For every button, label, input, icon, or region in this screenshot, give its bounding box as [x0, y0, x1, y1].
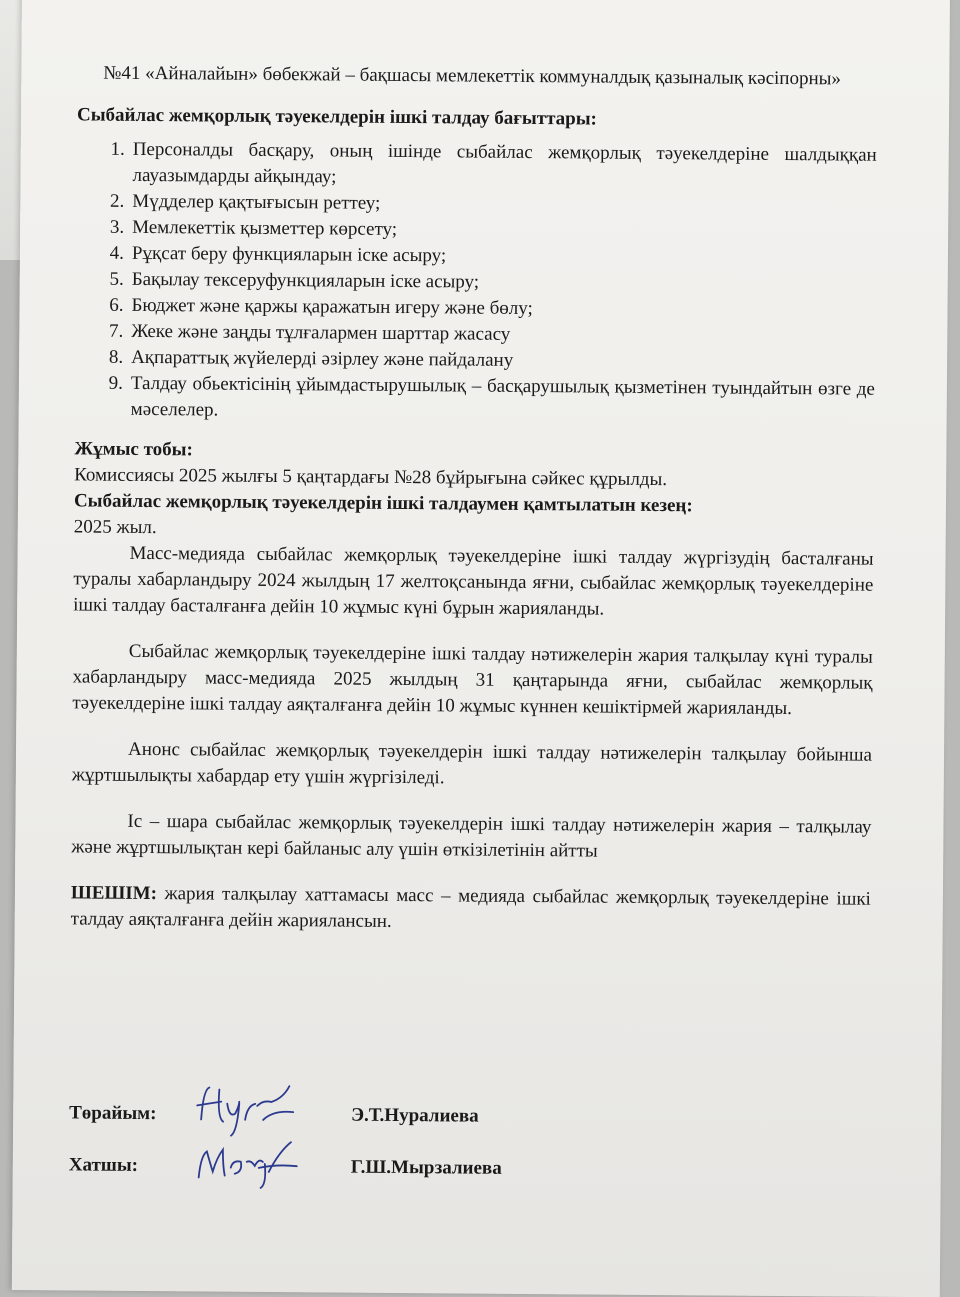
item-text: Мүдделер қақтығысын реттеу; [132, 190, 381, 214]
secretary-role: Хатшы: [68, 1154, 139, 1176]
list-item [76, 136, 876, 194]
decision-text: жария талқылау хаттамасы масс – медияда сыбайлас жемқорлық тәуекелдеріне ішкі талдау аяқталғанға дейін жариялансын. [70, 883, 871, 932]
work-group-text: Комиссиясы 2025 жылғы 5 қаңтардағы №28 бұйрығына сәйкес құрылды. [74, 464, 668, 491]
document-body [68, 60, 878, 1179]
period-heading: Сыбайлас жемқорлық тәуекелдерін ішкі талдаумен қамтылатын кезең: [73, 490, 693, 517]
item-number: 8. [108, 346, 124, 368]
directions-heading: Сыбайлас жемқорлық тәуекелдерін ішкі талдау бағыттары: [76, 104, 598, 130]
item-number: 4. [109, 242, 125, 264]
item-number: 1. [110, 138, 125, 160]
item-text: Мемлекеттік қызметтер көрсету; [132, 216, 398, 240]
list-item [75, 370, 875, 428]
paragraph: Сыбайлас жемқорлық тәуекелдеріне ішкі талдау нәтижелерін жария талқылау күні туралы хабарландыру масс-медияда 2025 жылдың 31 қаңтарында яғни, сыбайлас жемқорлық тәуекелдеріне ішкі талдау аяқталғанға дейін 10 жұмыс күннен кешіктірмей жарияланды. [72, 640, 873, 720]
chair-name: Э.Т.Нуралиева [351, 1104, 479, 1127]
item-number: 2. [110, 190, 125, 212]
document-page [12, 0, 950, 1297]
chair-role: Төрайым: [69, 1102, 157, 1125]
paragraph: Анонс сыбайлас жемқорлық тәуекелдерін ішкі талдау нәтижелерін талқылау бойынша жұртшылықты хабардар ету үшін жүргізіледі. [71, 738, 873, 789]
secretary-signature-row [69, 1152, 869, 1198]
period-text: 2025 жыл. [73, 516, 157, 539]
item-number: 7. [108, 320, 124, 342]
item-number: 6. [109, 294, 124, 316]
item-text: Талдау обьектісінің ұйымдастырушылық – басқарушылық қызметінен туындайтын өзге де мәселелер. [130, 372, 875, 421]
secretary-name: Г.Ш.Мырзалиева [350, 1156, 502, 1179]
item-text: Жеке және заңды тұлғалармен шарттар жасасу [131, 320, 511, 345]
item-number: 3. [109, 216, 125, 238]
item-text: Бюджет және қаржы қаражатын игеру және бөлу; [131, 294, 533, 320]
item-text: Персоналды басқару, оның ішінде сыбайлас жемқорлық тәуекелдеріне шалдыққан лауазымдарды айқындау; [132, 138, 877, 188]
item-number: 5. [109, 268, 124, 290]
paragraph: Іс – шара сыбайлас жемқорлық тәуекелдерін ішкі талдау нәтижелерін жария – талқылау және жұртшылықтан кері байланыс алу үшін өткізілетінін айтты [71, 810, 872, 862]
item-text: Рұқсат беру функцияларын іске асыру; [131, 242, 447, 267]
work-group-heading: Жұмыс тобы: [74, 438, 193, 461]
decision [71, 880, 871, 938]
directions-list [75, 136, 877, 428]
decision-label: ШЕШІМ: [70, 882, 158, 905]
item-text: Ақпараттық жүйелерді әзірлеу және пайдалану [131, 346, 514, 371]
organization-title: №41 «Айналайын» бөбекжай – бақшасы мемлекеттік коммуналдық қазыналық кәсіпорны» [103, 62, 842, 90]
secretary-handwritten-signature [193, 1131, 303, 1192]
chair-signature-row [69, 1100, 869, 1146]
item-number: 9. [108, 372, 123, 394]
item-text: Бақылау тексеруфункцияларын іске асыру; [131, 268, 480, 293]
paragraph: Масс-медияда сыбайлас жемқорлық тәуекелдеріне ішкі талдау жүргізудің басталғаны туралы хабарландыру 2024 жылдың 17 желтоқсанында яғни, сыбайлас жемқорлық тәуекелдеріне ішкі талдау басталғанға дейін 10 жұмыс күні бұрын жарияланды. [73, 542, 874, 620]
